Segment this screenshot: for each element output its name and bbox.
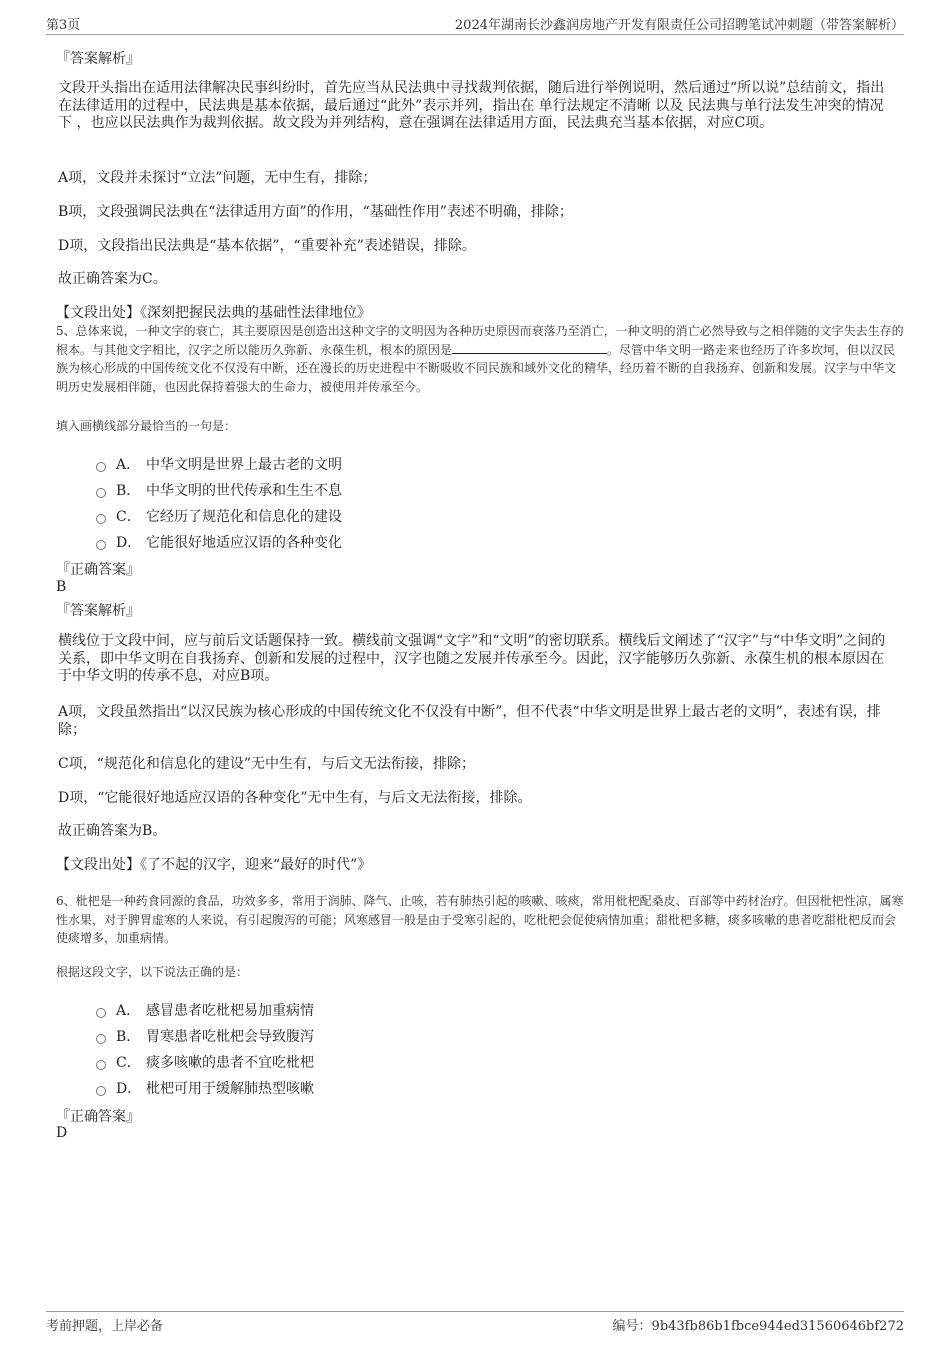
document-title: 2024年湖南长沙鑫润房地产开发有限责任公司招聘笔试冲刺题（带答案解析） [454,18,904,33]
analysis-paragraph: 横线位于文段中间，应与前后文话题保持一致。横线前文强调“文字”和“文明”的密切联系。横线后文阐述了“汉字”与“中华文明”之间的关系，即中华文明在自我扬弃、创新和发展的过程中，汉字也随之发展并传承至今。因此，汉字能够历久弥新、永葆生机的根本原因在于中华文明的传承不息，对应B项。 [58,633,886,684]
fill-blank-line [452,341,607,354]
analysis-conclusion: 故正确答案为C。 [58,271,167,287]
option-a[interactable]: A． 感冒患者吃枇杷易加重病情 [96,1000,314,1020]
radio-icon[interactable] [96,488,106,498]
analysis-label: 『答案解析』 [56,603,140,619]
analysis-option-a: A项，文段并未探讨“立法”问题，无中生有，排除； [58,170,377,186]
source-citation: 【文段出处】《了不起的汉字，迎来“最好的时代”》 [56,857,372,873]
analysis-option-b: B项，文段强调民法典在“法律适用方面”的作用，“基础性作用”表述不明确，排除； [58,204,573,220]
analysis-option-c: C项，“规范化和信息化的建设”无中生有，与后文无法衔接，排除； [58,756,476,772]
option-b[interactable]: B． 胃寒患者吃枇杷会导致腹泻 [96,1026,314,1046]
document-code: 编号：9b43fb86b1fbce944ed31560646bf272 [612,1319,904,1334]
radio-icon[interactable] [96,1034,106,1044]
correct-answer: D [56,1125,68,1141]
stem-after-blank: 。尽管中华文明一路走来也经历了许多坎坷，但以汉民族为核心形成的中国传统文化不仅没有中断，还在漫长的历史进程中不断吸收不同民族和域外文化的精华，经历着不断的自我扬弃、创新和发展。汉字与中华文明历史发展相伴随，也因此保持着强大的生命力，被使用并传承至今。 [56,342,897,394]
option-d[interactable]: D． 它能很好地适应汉语的各种变化 [96,532,342,552]
analysis-option-d: D项，“它能很好地适应汉语的各种变化”无中生有，与后文无法衔接，排除。 [58,790,532,806]
option-c[interactable]: C． 它经历了规范化和信息化的建设 [96,506,342,526]
option-a[interactable]: A． 中华文明是世界上最古老的文明 [96,454,342,474]
option-d[interactable]: D． 枇杷可用于缓解肺热型咳嗽 [96,1078,314,1098]
radio-icon[interactable] [96,1086,106,1096]
analysis-option-d: D项，文段指出民法典是“基本依据”，“重要补充”表述错误，排除。 [58,238,476,254]
question-stem: 6、枇杷是一种药食同源的食品，功效多多，常用于润肺、降气、止咳，若有肺热引起的咳嗽、咳痰，常用枇杷配桑皮、百部等中药材治疗。但因枇杷性凉，属寒性水果，对于脾胃虚寒的人来说，有引起腹泻的可能；风寒感冒一般是由于受寒引起的，吃枇杷会促使病情加重；甜枇杷多糖，痰多咳嗽的患者吃甜枇杷反而会使痰增多，加重病情。 [56,894,904,945]
radio-icon[interactable] [96,540,106,550]
page-header [46,14,904,35]
analysis-label: 『答案解析』 [56,51,140,67]
analysis-paragraph: 文段开头指出在适用法律解决民事纠纷时，首先应当从民法典中寻找裁判依据，随后进行举例说明，然后通过“所以说”总结前文，指出在法律适用的过程中，民法典是基本依据，最后通过“此外”表示并列，指出在 单行法规定不清晰 以及 民法典与单行法发生冲突的情况下 ，也应以民法典作为裁判依据。故文段为并列结构，意在强调在法律适用方面，民法典充当基本依据，对应C项。 [58,80,885,131]
page-number: 第3页 [46,18,81,33]
source-citation: 【文段出处】《深刻把握民法典的基础性法律地位》 [56,305,371,321]
radio-icon[interactable] [96,1060,106,1070]
analysis-conclusion: 故正确答案为B。 [58,823,167,839]
option-b[interactable]: B． 中华文明的世代传承和生生不息 [96,480,342,500]
question-prompt: 根据这段文字，以下说法正确的是： [56,965,249,979]
answer-label: 『正确答案』 [56,1109,140,1125]
answer-label: 『正确答案』 [56,562,140,578]
radio-icon[interactable] [96,1008,106,1018]
question-prompt: 填入画横线部分最恰当的一句是： [56,419,237,433]
footer-slogan: 考前押题，上岸必备 [46,1319,164,1334]
question-stem [56,322,904,396]
radio-icon[interactable] [96,462,106,472]
correct-answer: B [56,579,67,595]
option-c[interactable]: C． 痰多咳嗽的患者不宜吃枇杷 [96,1052,314,1072]
page-footer [46,1311,904,1334]
stem-before-blank: 5、总体来说，一种文字的衰亡，其主要原因是创造出这种文字的文明因为各种历史原因而衰落乃至消亡，一种文明的消亡必然导致与之相伴随的文字失去生存的根本。与其他文字相比，汉字之所以能历久弥新、永葆生机，根本的原因是 [56,324,904,357]
radio-icon[interactable] [96,514,106,524]
analysis-option-a: A项，文段虽然指出“以汉民族为核心形成的中国传统文化不仅没有中断”，但不代表“中华文明是世界上最古老的文明”，表述有误，排除； [58,704,881,738]
